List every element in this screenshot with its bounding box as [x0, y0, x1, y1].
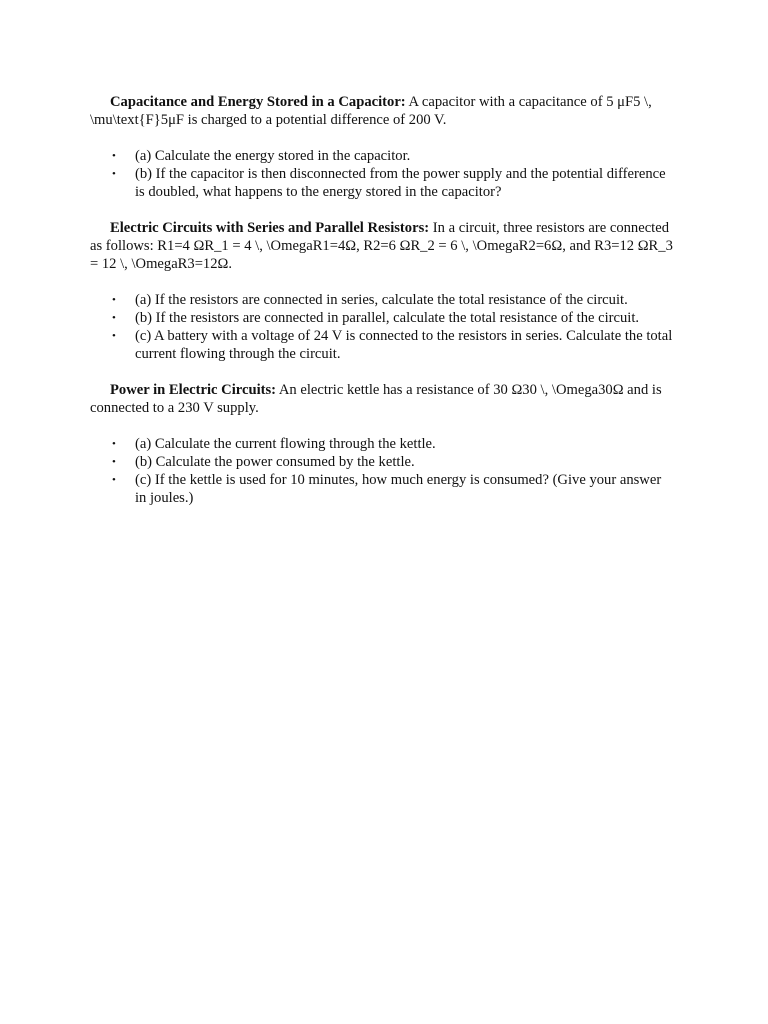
section-heading: Electric Circuits with Series and Parallel Resistors: [110, 220, 430, 236]
section-intro [90, 219, 674, 273]
question-item [90, 471, 674, 507]
bullet-icon: • [112, 294, 116, 306]
question-list [90, 147, 674, 201]
bullet-icon: • [112, 168, 116, 180]
question-item [90, 453, 674, 471]
section-intro [90, 381, 674, 417]
question-item [90, 165, 674, 201]
section-circuits [90, 219, 674, 363]
bullet-icon: • [112, 330, 116, 342]
question-text: (c) If the kettle is used for 10 minutes, how much energy is consumed? (Give your answer in joules.) [135, 472, 662, 506]
question-list [90, 435, 674, 507]
question-text: (a) Calculate the current flowing through the kettle. [135, 436, 436, 452]
question-item [90, 435, 674, 453]
bullet-icon: • [112, 456, 116, 468]
question-text: (a) Calculate the energy stored in the capacitor. [135, 148, 411, 164]
question-list [90, 291, 674, 363]
question-text: (b) If the capacitor is then disconnected from the power supply and the potential difference is doubled, what happens to the energy stored in the capacitor? [135, 166, 666, 200]
section-power [90, 381, 674, 507]
bullet-icon: • [112, 150, 116, 162]
section-capacitance [90, 93, 674, 201]
bullet-icon: • [112, 312, 116, 324]
section-intro-text: In a circuit, three resistors are connected as follows: R1=4 ΩR_1 = 4 \, \OmegaR1=4Ω, R2=6 ΩR_2 = 6 \, \OmegaR2=6Ω, and R3=12 ΩR_3 = 12 \, \OmegaR3=12Ω. [90, 220, 673, 272]
section-intro-text: An electric kettle has a resistance of 30 Ω30 \, \Omega30Ω and is connected to a 230 V supply. [90, 382, 662, 416]
question-text: (b) Calculate the power consumed by the kettle. [135, 454, 415, 470]
section-intro-text: A capacitor with a capacitance of 5 μF5 \, \mu\text{F}5μF is charged to a potential difference of 200 V. [90, 94, 652, 128]
question-text: (b) If the resistors are connected in parallel, calculate the total resistance of the circuit. [135, 310, 640, 326]
section-heading: Capacitance and Energy Stored in a Capacitor: [110, 94, 406, 110]
question-item [90, 147, 674, 165]
question-text: (c) A battery with a voltage of 24 V is connected to the resistors in series. Calculate the total current flowing through the circuit. [135, 328, 673, 362]
section-heading: Power in Electric Circuits: [110, 382, 277, 398]
question-item [90, 309, 674, 327]
bullet-icon: • [112, 438, 116, 450]
question-item [90, 327, 674, 363]
question-text: (a) If the resistors are connected in series, calculate the total resistance of the circuit. [135, 292, 628, 308]
section-intro [90, 93, 674, 129]
bullet-icon: • [112, 474, 116, 486]
question-item [90, 291, 674, 309]
